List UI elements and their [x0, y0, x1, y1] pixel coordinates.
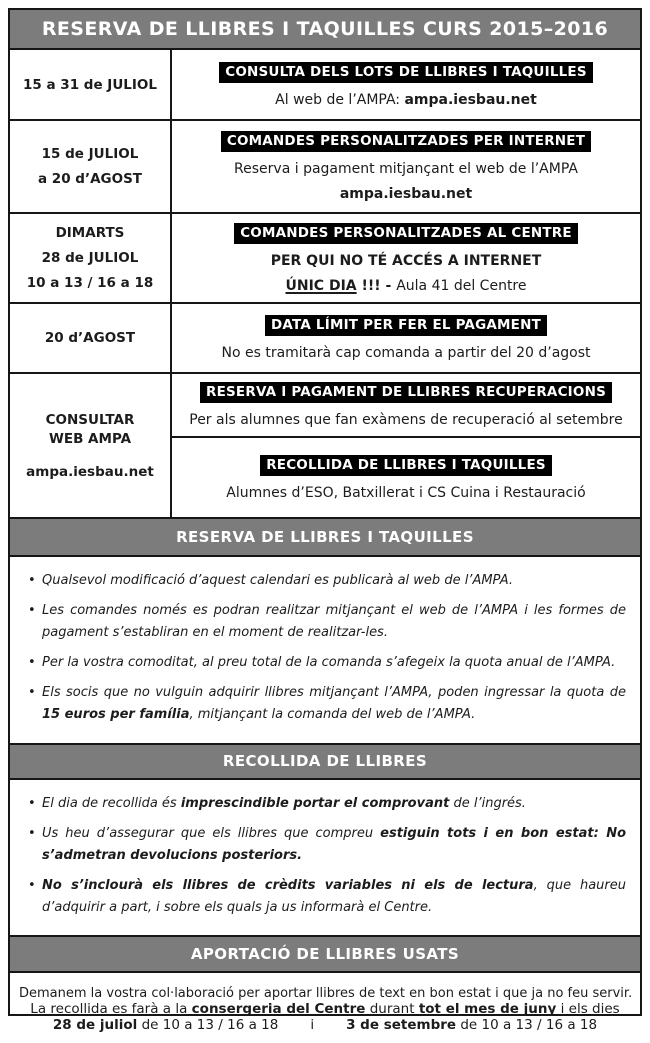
text-segment-bold: ampa.iesbau.net: [404, 91, 537, 108]
date-cell: [10, 50, 172, 119]
row-line: Reserva i pagament mitjançant el web de l’AMPA: [234, 161, 578, 177]
text-segment: La recollida es farà a la: [30, 1001, 192, 1018]
text-segment: Aula 41 del Centre: [396, 277, 527, 294]
bullet-item: [27, 793, 626, 815]
row-body: [172, 214, 640, 302]
recollida-bullet-list: [27, 793, 626, 919]
text-segment-bold: imprescindible portar el comprovant: [180, 795, 450, 811]
bullet-item: [27, 570, 626, 592]
section-header-recollida: RECOLLIDA DE LLIBRES: [10, 743, 640, 778]
section-body-recollida: [10, 778, 640, 935]
page-title: RESERVA DE LLIBRES I TAQUILLES CURS 2015–2016: [10, 10, 640, 48]
row-body-split: [172, 374, 640, 517]
bullet-item: [27, 682, 626, 726]
aportacio-paragraph: [19, 1001, 631, 1017]
section-header-aportacio: APORTACIÓ DE LLIBRES USATS: [10, 935, 640, 971]
text-separator: i: [310, 1017, 315, 1034]
text-segment-bold: 28 de juliol: [52, 1017, 138, 1034]
bullet-text: Per la vostra comoditat, al preu total de la comanda s’afegeix la quota anual de l’AMPA.: [42, 655, 616, 671]
date-line: a 20 d’AGOST: [37, 171, 143, 187]
text-segment: Al web de l’AMPA:: [275, 91, 405, 108]
text-segment-bold: No s’inclourà els llibres de crèdits variables ni els de lectura: [42, 877, 534, 893]
bullet-item: [27, 875, 626, 919]
calendar-row-consulta: [10, 48, 640, 119]
date-line: 20 d’AGOST: [44, 330, 136, 346]
row-header-chip: RESERVA I PAGAMENT DE LLIBRES RECUPERACIONS: [200, 382, 612, 403]
section-body-aportacio: [10, 971, 640, 1043]
text-segment: de l’ingrés.: [449, 795, 526, 811]
date-line: ampa.iesbau.net: [26, 463, 154, 480]
row-body: [172, 121, 640, 212]
calendar-row-internet: [10, 119, 640, 212]
row-body: [172, 50, 640, 119]
calendar-row-recuperacions: [10, 372, 640, 517]
text-segment: durant: [365, 1001, 419, 1018]
date-cell: [10, 121, 172, 212]
section-body-reserva: [10, 555, 640, 743]
date-cell: [10, 214, 172, 302]
date-cell: [10, 304, 172, 372]
date-line: WEB AMPA: [48, 430, 132, 447]
text-segment: de 10 a 13 / 16 a 18: [137, 1017, 279, 1034]
text-segment: de 10 a 13 / 16 a 18: [456, 1017, 598, 1034]
bullet-item: [27, 823, 626, 867]
text-segment-bold: !!! -: [356, 277, 397, 294]
aportacio-paragraph: Demanem la vostra col·laboració per aportar llibres de text en bon estat i que ja no feu servir.: [19, 986, 633, 1002]
bullet-text: Qualsevol modificació d’aquest calendari es publicarà al web de l’AMPA.: [42, 573, 514, 588]
row-line: Alumnes d’ESO, Batxillerat i CS Cuina i Restauració: [226, 484, 586, 501]
date-line: DIMARTS: [55, 225, 125, 241]
row-line: [286, 278, 527, 294]
bullet-item: [27, 652, 626, 674]
text-segment-bold: 3 de setembre: [346, 1017, 457, 1034]
row-header-chip: COMANDES PERSONALITZADES AL CENTRE: [234, 223, 578, 244]
text-segment: El dia de recollida és: [42, 795, 181, 811]
notice-document: [8, 8, 642, 1034]
row-line: No es tramitarà cap comanda a partir del 20 d’agost: [221, 345, 591, 361]
date-line: 28 de JULIOL: [41, 250, 139, 266]
calendar-row-centre: [10, 212, 640, 302]
row-line-bold: PER QUI NO TÉ ACCÉS A INTERNET: [270, 252, 542, 269]
text-segment: , mitjançant la comanda del web de l’AMPA.: [189, 707, 476, 723]
date-cell: [10, 374, 172, 517]
section-header-reserva: RESERVA DE LLIBRES I TAQUILLES: [10, 517, 640, 555]
subrow-recuperacions: [172, 374, 640, 436]
row-line: [275, 92, 537, 108]
date-line: CONSULTAR: [45, 411, 135, 428]
subrow-recollida: [172, 436, 640, 517]
bullet-item: [27, 600, 626, 644]
text-segment: i els dies: [556, 1001, 620, 1018]
row-header-chip: CONSULTA DELS LOTS DE LLIBRES I TAQUILLES: [219, 62, 593, 83]
text-segment: Us heu d’assegurar que els llibres que compreu: [42, 825, 381, 841]
calendar-row-pagament: [10, 302, 640, 372]
row-line: Per als alumnes que fan exàmens de recuperació al setembre: [189, 412, 623, 428]
row-line-bold: ampa.iesbau.net: [339, 186, 473, 202]
row-body: [172, 304, 640, 372]
reserva-bullet-list: [27, 570, 626, 727]
text-segment: Els socis que no vulguin adquirir llibres mitjançant l’AMPA, poden ingressar la quota de: [42, 685, 626, 701]
text-segment-bold: estiguin tots i en bon estat: No s’admetran devolucions posteriors.: [42, 825, 626, 863]
row-header-chip: RECOLLIDA DE LLIBRES I TAQUILLES: [260, 455, 552, 476]
text-segment-bold: tot el mes de juny: [418, 1001, 557, 1018]
date-line: 15 a 31 de JULIOL: [23, 76, 157, 93]
aportacio-dates-line: [19, 1017, 631, 1033]
row-header-chip: DATA LÍMIT PER FER EL PAGAMENT: [265, 315, 547, 336]
bullet-text: Les comandes només es podran realitzar mitjançant el web de l’AMPA i les formes de pagament s’establiran en el moment de realitzar-les.: [42, 603, 626, 641]
date-line: 10 a 13 / 16 a 18: [26, 275, 154, 291]
text-segment-bold: consergeria del Centre: [191, 1001, 366, 1018]
text-segment-bold: 15 euros per família: [42, 707, 190, 723]
row-header-chip: COMANDES PERSONALITZADES PER INTERNET: [221, 131, 591, 152]
text-segment-underline: ÚNIC DIA: [285, 277, 357, 294]
text-segment: , que haureu d’adquirir a part, i sobre els quals ja us informarà el Centre.: [42, 877, 626, 915]
date-line: 15 de JULIOL: [41, 146, 139, 162]
